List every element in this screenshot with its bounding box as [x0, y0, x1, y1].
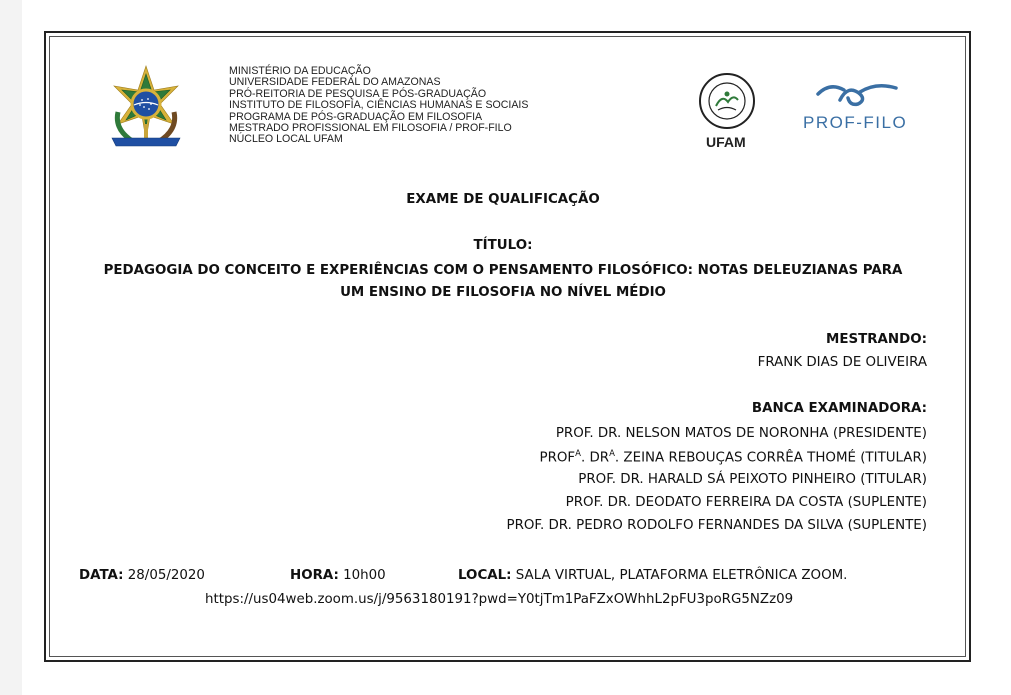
titulo-line-2: UM ENSINO DE FILOSOFIA NO NÍVEL MÉDIO — [340, 285, 666, 300]
institution-line: PRÓ-REITORIA DE PESQUISA E PÓS-GRADUAÇÃO — [229, 87, 487, 100]
banca-member-2 — [540, 449, 928, 465]
institution-line: MINISTÉRIO DA EDUCAÇÃO — [229, 65, 371, 77]
exam-title: EXAME DE QUALIFICAÇÃO — [406, 192, 600, 207]
local-value: SALA VIRTUAL, PLATAFORMA ELETRÔNICA ZOOM. — [515, 568, 848, 583]
titulo-line-1: PEDAGOGIA DO CONCEITO E EXPERIÊNCIAS COM O PENSAMENTO FILOSÓFICO: NOTAS DELEUZIANAS PARA — [103, 263, 903, 278]
institution-line: MESTRADO PROFISSIONAL EM FILOSOFIA / PROF-FILO — [229, 122, 512, 135]
institution-line: UNIVERSIDADE FEDERAL DO AMAZONAS — [229, 76, 441, 89]
member2-rest: . ZEINA REBOUÇAS CORRÊA THOMÉ (TITULAR) — [614, 450, 927, 466]
mestrando-name: FRANK DIAS DE OLIVEIRA — [757, 355, 927, 370]
banca-label: BANCA EXAMINADORA: — [751, 401, 927, 416]
banca-member-4: PROF. DR. DEODATO FERREIRA DA COSTA (SUPLENTE) — [565, 495, 927, 510]
banca-member-5: PROF. DR. PEDRO RODOLFO FERNANDES DA SILVA (SUPLENTE) — [506, 518, 927, 533]
member2-dr: . DR — [580, 450, 610, 466]
institution-line: PROGRAMA DE PÓS-GRADUAÇÃO EM FILOSOFIA — [229, 110, 483, 123]
zoom-link[interactable]: https://us04web.zoom.us/j/9563180191?pwd=Y0tjTm1PaFZxOWhhL2pFU3poRG5NZz09 — [205, 592, 794, 607]
local-field — [458, 568, 847, 583]
institution-line: NÚCLEO LOCAL UFAM — [229, 133, 343, 146]
ufam-seal-icon — [698, 72, 756, 130]
ufam-label: UFAM — [706, 134, 746, 150]
institution-line: INSTITUTO DE FILOSOFIA, CIÊNCIAS HUMANAS E SOCIAIS — [229, 99, 529, 112]
proffilo-label: PROF-FILO — [803, 113, 908, 132]
data-field — [79, 568, 205, 583]
local-label: LOCAL: — [458, 568, 512, 583]
member2-sup-2: A — [609, 449, 615, 459]
mestrando-label: MESTRANDO: — [826, 332, 927, 347]
hora-field — [290, 568, 386, 583]
data-value: 28/05/2020 — [127, 568, 205, 583]
proffilo-logo-icon — [814, 80, 900, 108]
hora-value: 10h00 — [343, 568, 386, 583]
titulo-label: TÍTULO: — [473, 238, 533, 253]
institution-block — [229, 66, 528, 146]
member2-prof: PROF — [539, 450, 576, 466]
coat-of-arms-icon — [104, 64, 188, 152]
data-label: DATA: — [79, 568, 124, 583]
member2-sup-1: A — [575, 449, 581, 459]
hora-label: HORA: — [290, 568, 339, 583]
banca-member-1: PROF. DR. NELSON MATOS DE NORONHA (PRESIDENTE) — [555, 426, 927, 441]
banca-member-3: PROF. DR. HARALD SÁ PEIXOTO PINHEIRO (TITULAR) — [578, 472, 927, 487]
